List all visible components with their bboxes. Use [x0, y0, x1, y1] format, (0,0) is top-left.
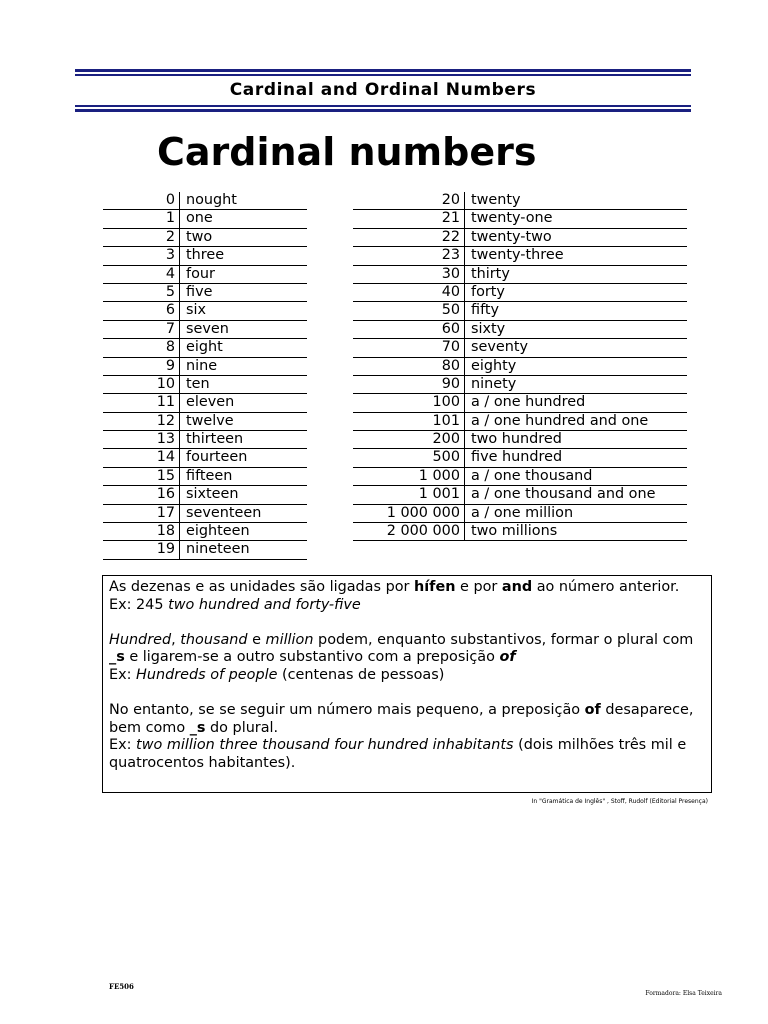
table-row: [103, 523, 307, 541]
note-example-3: Ex: two million three thousand four hundred inhabitants (dois milhões três mil e quatrocentos habitantes).: [109, 737, 687, 771]
table-row: [103, 302, 307, 320]
word-cell: eleven: [186, 394, 235, 411]
number-cell: 17: [103, 505, 180, 522]
number-cell: 22: [353, 229, 465, 246]
word-cell: nought: [186, 192, 237, 208]
cardinal-table-right: [353, 192, 687, 541]
number-cell: 70: [353, 339, 465, 356]
word-cell: eighty: [471, 357, 517, 374]
table-row: [103, 394, 307, 412]
table-row: [353, 266, 687, 284]
number-cell: 80: [353, 358, 465, 375]
table-row: [103, 321, 307, 339]
number-cell: 500: [353, 449, 465, 466]
note-paragraph-1: As dezenas e as unidades são ligadas por hífen e por and ao número anterior.: [109, 579, 680, 595]
table-row: [103, 541, 307, 559]
note-paragraph-3: No entanto, se se seguir um número mais pequeno, a preposição of desaparece, bem como _s do plural.: [109, 702, 694, 736]
word-cell: twenty-one: [471, 210, 553, 227]
note-example-1: Ex: 245 two hundred and forty-five: [109, 596, 361, 613]
number-cell: 8: [103, 339, 180, 356]
number-cell: 18: [103, 523, 180, 540]
table-row: [103, 449, 307, 467]
number-cell: 4: [103, 266, 180, 283]
number-cell: 11: [103, 394, 180, 411]
number-cell: 3: [103, 247, 180, 264]
word-cell: twelve: [186, 412, 234, 429]
number-cell: 23: [353, 247, 465, 264]
number-cell: 19: [103, 541, 180, 558]
table-row: [353, 523, 687, 541]
word-cell: twenty: [471, 192, 521, 208]
word-cell: one: [186, 210, 213, 227]
number-cell: 1 001: [353, 486, 465, 503]
header-rule-bottom-thick: [75, 109, 691, 112]
number-cell: 16: [103, 486, 180, 503]
table-row: [353, 302, 687, 320]
number-cell: 9: [103, 358, 180, 375]
number-cell: 15: [103, 468, 180, 485]
table-row: [103, 505, 307, 523]
cardinal-table-left: [103, 192, 307, 560]
word-cell: sixteen: [186, 486, 239, 503]
number-cell: 40: [353, 284, 465, 301]
table-row: [353, 339, 687, 357]
number-cell: 1 000 000: [353, 505, 465, 522]
word-cell: six: [186, 302, 207, 319]
number-cell: 1: [103, 210, 180, 227]
word-cell: a / one million: [471, 504, 574, 521]
table-row: [353, 486, 687, 504]
number-cell: 50: [353, 302, 465, 319]
number-cell: 30: [353, 266, 465, 283]
number-cell: 2: [103, 229, 180, 246]
number-cell: 0: [103, 192, 180, 209]
table-row: [353, 449, 687, 467]
table-row: [353, 284, 687, 302]
table-row: [103, 284, 307, 302]
note-example-2: Ex: Hundreds of people (centenas de pessoas): [109, 666, 445, 683]
table-row: [353, 376, 687, 394]
number-cell: 101: [353, 413, 465, 430]
number-cell: 21: [353, 210, 465, 227]
number-cell: 20: [353, 192, 465, 209]
note-paragraph-2: Hundred, thousand e million podem, enquanto substantivos, formar o plural com _s e ligarem-se a outro substantivo com a preposição of: [109, 631, 694, 666]
table-row: [353, 468, 687, 486]
word-cell: eight: [186, 339, 223, 356]
word-cell: thirty: [471, 265, 510, 282]
number-cell: 200: [353, 431, 465, 448]
word-cell: nine: [186, 357, 218, 374]
word-cell: ten: [186, 375, 210, 392]
word-cell: thirteen: [186, 431, 244, 448]
number-cell: 2 000 000: [353, 523, 465, 540]
word-cell: five: [186, 283, 213, 300]
table-row: [103, 247, 307, 265]
table-row: [353, 505, 687, 523]
table-row: [353, 247, 687, 265]
table-row: [103, 339, 307, 357]
footer-code: FE506: [109, 982, 134, 991]
word-cell: ninety: [471, 375, 517, 392]
word-cell: fifty: [471, 302, 500, 319]
table-row: [103, 376, 307, 394]
table-row: [353, 229, 687, 247]
number-cell: 60: [353, 321, 465, 338]
number-cell: 7: [103, 321, 180, 338]
word-cell: three: [186, 247, 225, 264]
number-cell: 13: [103, 431, 180, 448]
notes-box: [102, 575, 712, 793]
word-cell: a / one hundred: [471, 394, 586, 411]
word-cell: twenty-three: [471, 247, 564, 264]
word-cell: nineteen: [186, 541, 250, 558]
table-row: [353, 358, 687, 376]
word-cell: two millions: [471, 523, 558, 540]
table-row: [353, 413, 687, 431]
table-row: [353, 210, 687, 228]
word-cell: two hundred: [471, 431, 562, 448]
header-rule-bottom-thin: [75, 105, 691, 107]
number-cell: 10: [103, 376, 180, 393]
word-cell: twenty-two: [471, 228, 552, 245]
header-rule-top-thin: [75, 74, 691, 76]
table-row: [103, 413, 307, 431]
number-cell: 90: [353, 376, 465, 393]
footer-trainer: Formadora: Elsa Teixeira: [645, 990, 722, 997]
page-title: Cardinal numbers: [157, 130, 537, 174]
table-row: [103, 266, 307, 284]
word-cell: fourteen: [186, 449, 248, 466]
source-citation: In "Gramática de Inglês" , Stoff, Rudolf (Editorial Presença): [531, 798, 708, 805]
word-cell: seventeen: [186, 504, 262, 521]
table-row: [103, 486, 307, 504]
table-row: [103, 431, 307, 449]
number-cell: 1 000: [353, 468, 465, 485]
word-cell: seven: [186, 320, 229, 337]
word-cell: sixty: [471, 320, 506, 337]
word-cell: four: [186, 265, 215, 282]
word-cell: five hundred: [471, 449, 563, 466]
header-rule-top-thick: [75, 69, 691, 72]
word-cell: a / one thousand and one: [471, 486, 656, 503]
table-row: [103, 192, 307, 210]
word-cell: seventy: [471, 339, 529, 356]
table-row: [353, 321, 687, 339]
number-cell: 14: [103, 449, 180, 466]
table-row: [103, 468, 307, 486]
table-row: [103, 358, 307, 376]
table-row: [353, 192, 687, 210]
word-cell: eighteen: [186, 523, 250, 540]
table-row: [103, 210, 307, 228]
table-row: [353, 394, 687, 412]
table-row: [353, 431, 687, 449]
header-title: Cardinal and Ordinal Numbers: [229, 80, 537, 100]
number-cell: 12: [103, 413, 180, 430]
number-cell: 5: [103, 284, 180, 301]
number-cell: 6: [103, 302, 180, 319]
word-cell: forty: [471, 283, 505, 300]
word-cell: two: [186, 228, 213, 245]
table-row: [103, 229, 307, 247]
number-cell: 100: [353, 394, 465, 411]
word-cell: a / one thousand: [471, 467, 593, 484]
word-cell: a / one hundred and one: [471, 412, 649, 429]
word-cell: fifteen: [186, 467, 233, 484]
